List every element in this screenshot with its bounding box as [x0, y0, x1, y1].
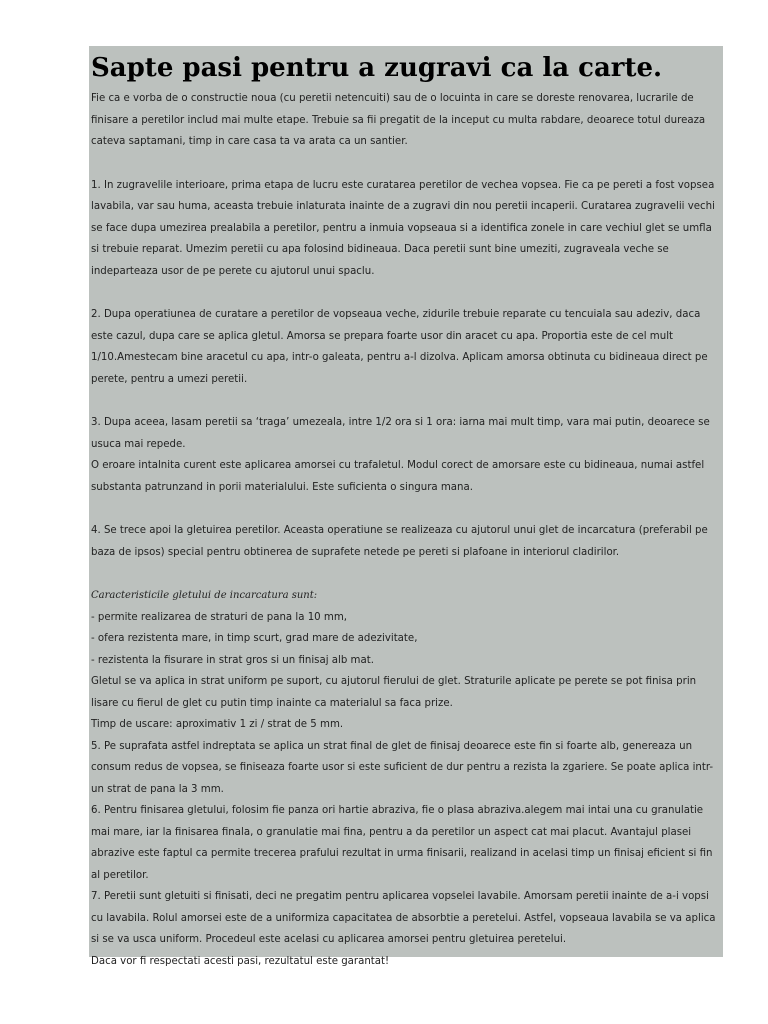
- paragraph-spacer: [91, 563, 721, 585]
- feature-bullet: - ofera rezistenta mare, in timp scurt, grad mare de adezivitate,: [91, 633, 418, 644]
- paragraph-spacer: [91, 153, 721, 175]
- intro-paragraph: Fie ca e vorba de o constructie noua (cu peretii netencuiti) sau de o locuinta in care se doreste renovarea, lucrarile de finisare a peretilor includ mai multe etape. Trebuie sa fii pregatit de la inceput cu multa rabdare, deoarece totul dureaza cateva saptamani, timp in care casa ta va arata ca un santier.: [91, 93, 706, 147]
- features-caption: Caracteristicile gletului de incarcatura sunt:: [91, 590, 318, 601]
- article-title: Sapte pasi pentru a zugravi ca la carte.: [91, 53, 663, 83]
- drying-time: Timp de uscare: aproximativ 1 zi / strat de 5 mm.: [91, 719, 344, 730]
- paragraph-spacer: [91, 282, 721, 304]
- step-4-paragraph: 4. Se trece apoi la gletuirea peretilor. Aceasta operatiune se realizeaza cu ajutorul unui glet de incarcatura (preferabil pe baza de ipsos) special pentru obtinerea de suprafete netede pe pereti si plafoane in interiorul cladirilor.: [91, 525, 708, 558]
- feature-bullet: - permite realizarea de straturi de pana la 10 mm,: [91, 611, 347, 623]
- paragraph-spacer: [91, 498, 721, 520]
- closing-line: Daca vor fi respectati acesti pasi, rezultatul este garantat!: [91, 955, 390, 967]
- paragraph-spacer: [91, 390, 721, 412]
- step-2-paragraph: 2. Dupa operatiunea de curatare a peretilor de vopseaua veche, zidurile trebuie reparate cu tencuiala sau adeziv, daca este cazul, dupa care se aplica gletul. Amorsa se prepara foarte usor din aracet cu apa. Proportia este de cel mult 1/10.Amestecam bine aracetul cu apa, intr-o galeata, pentru a-l dizolva. Aplicam amorsa obtinuta cu bidineaua direct pe perete, pentru a umezi peretii.: [91, 309, 708, 385]
- article-block: [89, 46, 723, 967]
- glet-note-paragraph: Gletul se va aplica in strat uniform pe suport, cu ajutorul fierului de glet. Straturile aplicate pe perete se pot finisa prin lisare cu fierul de glet cu putin timp inainte ca materialul sa faca prize.: [91, 676, 697, 709]
- step-1-paragraph: 1. In zugravelile interioare, prima etapa de lucru este curatarea peretilor de vechea vopsea. Fie ca pe pereti a fost vopsea lavabila, var sau huma, aceasta trebuie inlaturata inainte de a zugravi din nou peretii incaperii. Curatarea zugravelii vechi se face dupa umezirea prealabila a peretilor, pentru a inmuia vopseaua si a identifica zonele in care vechiul glet se umfla si trebuie reparat. Umezim peretii cu apa folosind bidineaua. Daca peretii sunt bine umeziti, zugraveala veche se indeparteaza usor de pe perete cu ajutorul unui spaclu.: [91, 179, 715, 277]
- step-7-paragraph: 7. Peretii sunt gletuiti si finisati, deci ne pregatim pentru aplicarea vopselei lavabile. Amorsam peretii inainte de a-i vopsi cu lavabila. Rolul amorsei este de a uniformiza capacitatea de absorbtie a peretelui. Astfel, vopseaua lavabila se va aplica si se va usca uniform. Procedeul este acelasi cu aplicarea amorsei pentru gletuirea peretelui.: [91, 891, 716, 945]
- feature-bullet: - rezistenta la fisurare in strat gros si un finisaj alb mat.: [91, 654, 374, 666]
- step-6-paragraph: 6. Pentru finisarea gletului, folosim fie panza ori hartie abraziva, fie o plasa abraziva.alegem mai intai una cu granulatie mai mare, iar la finisarea finala, o granulatie mai fina, pentru a da peretilor un aspect cat mai placut. Avantajul plasei abrazive este faptul ca permite trecerea prafului rezultat in urma finisarii, realizand in acelasi timp un finisaj eficient si fin al peretilor.: [91, 805, 713, 881]
- step-3-paragraph: 3. Dupa aceea, lasam peretii sa ‘traga’ umezeala, intre 1/2 ora si 1 ora: iarna mai mult timp, vara mai putin, deoarece se usuca mai repede.: [91, 417, 710, 450]
- step-3-note: O eroare intalnita curent este aplicarea amorsei cu trafaletul. Modul corect de amorsare este cu bidineaua, numai astfel substanta patrunzand in porii materialului. Este suficienta o singura mana.: [91, 460, 705, 493]
- step-5-paragraph: 5. Pe suprafata astfel indreptata se aplica un strat final de glet de finisaj deoarece este fin si foarte alb, genereaza un consum redus de vopsea, se finiseaza foarte usor si este suficient de dur pentru a rezista la zgariere. Se poate aplica intr-un strat de pana la 3 mm.: [91, 740, 714, 795]
